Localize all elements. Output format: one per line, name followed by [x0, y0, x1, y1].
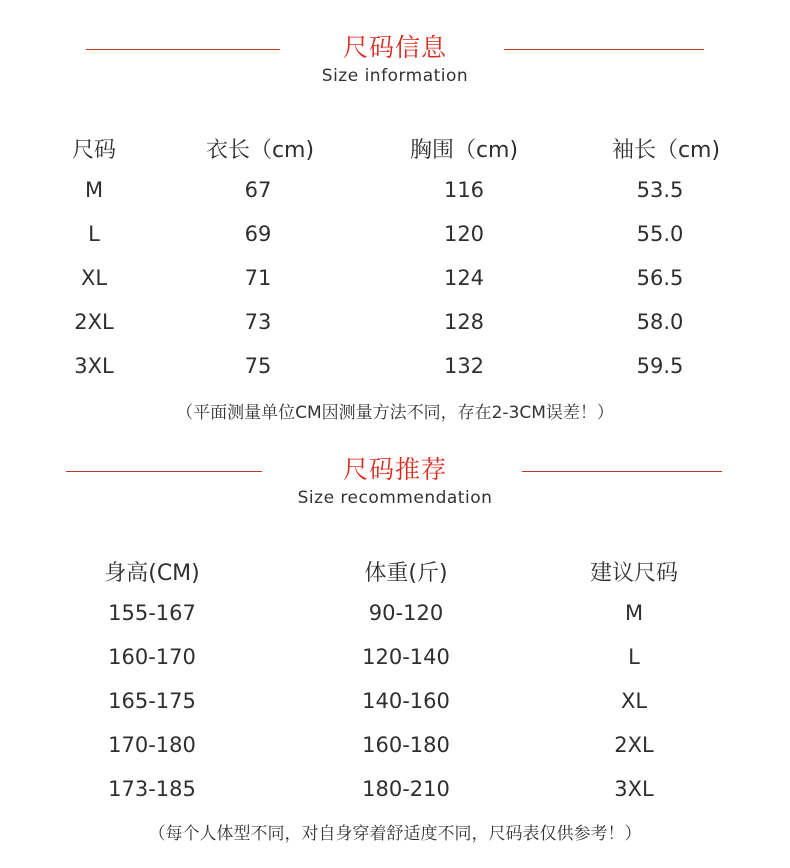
table-row-cell: M — [624, 601, 644, 625]
table-row-cell: 165-175 — [108, 689, 196, 713]
table-row-cell: 53.5 — [636, 178, 684, 202]
table-row-cell: 3XL — [614, 777, 654, 801]
size-info-note: （平面测量单位CM因测量方法不同，存在2-3CM误差！） — [176, 403, 614, 423]
size-rec-header-height: 身高(CM) — [104, 561, 200, 586]
table-row-cell: 56.5 — [636, 266, 684, 290]
table-row-cell: 160-170 — [108, 645, 196, 669]
size-info-header-sleeve: 袖长（cm) — [611, 138, 721, 163]
table-row-cell: 71 — [244, 266, 272, 290]
table-row-cell: 170-180 — [108, 733, 196, 757]
table-row-cell: 124 — [443, 266, 485, 290]
size-info-header-size: 尺码 — [71, 138, 116, 163]
size-rec-header-size: 建议尺码 — [589, 561, 678, 586]
size-rec-header-weight: 体重(斤) — [364, 561, 448, 586]
table-row-cell: 3XL — [74, 354, 114, 378]
table-row-cell: 132 — [443, 354, 485, 378]
table-row-cell: XL — [80, 266, 108, 290]
table-row-cell: 160-180 — [362, 733, 450, 757]
table-row-cell: 69 — [244, 222, 272, 246]
size-info-subtitle: Size information — [321, 66, 469, 86]
table-row-cell: 2XL — [614, 733, 654, 757]
table-row-cell: XL — [620, 689, 648, 713]
table-row-cell: 120 — [443, 222, 485, 246]
table-row-cell: L — [88, 222, 100, 246]
size-rec-note: （每个人体型不同，对自身穿着舒适度不同，尺码表仅供参考！） — [148, 824, 642, 844]
table-row-cell: M — [84, 178, 104, 202]
table-row-cell: 73 — [244, 310, 272, 334]
size-rec-subtitle: Size recommendation — [297, 488, 493, 508]
table-row-cell: 155-167 — [108, 601, 196, 625]
size-rec-title: 尺码推荐 — [342, 455, 447, 484]
table-row-cell: 59.5 — [636, 354, 684, 378]
table-row-cell: 120-140 — [362, 645, 450, 669]
table-row-cell: 128 — [443, 310, 485, 334]
table-row-cell: 90-120 — [368, 601, 444, 625]
table-row-cell: 67 — [244, 178, 272, 202]
table-row-cell: 75 — [244, 354, 272, 378]
table-row-cell: 173-185 — [108, 777, 196, 801]
size-info-header-chest: 胸围（cm) — [409, 138, 519, 163]
table-row-cell: 116 — [443, 178, 485, 202]
table-row-cell: 140-160 — [362, 689, 450, 713]
size-info-title: 尺码信息 — [342, 33, 447, 62]
table-row-cell: 58.0 — [636, 310, 684, 334]
table-row-cell: L — [628, 645, 640, 669]
size-info-header-length: 衣长（cm) — [205, 138, 315, 163]
table-row-cell: 2XL — [74, 310, 114, 334]
table-row-cell: 180-210 — [362, 777, 450, 801]
table-row-cell: 55.0 — [636, 222, 684, 246]
